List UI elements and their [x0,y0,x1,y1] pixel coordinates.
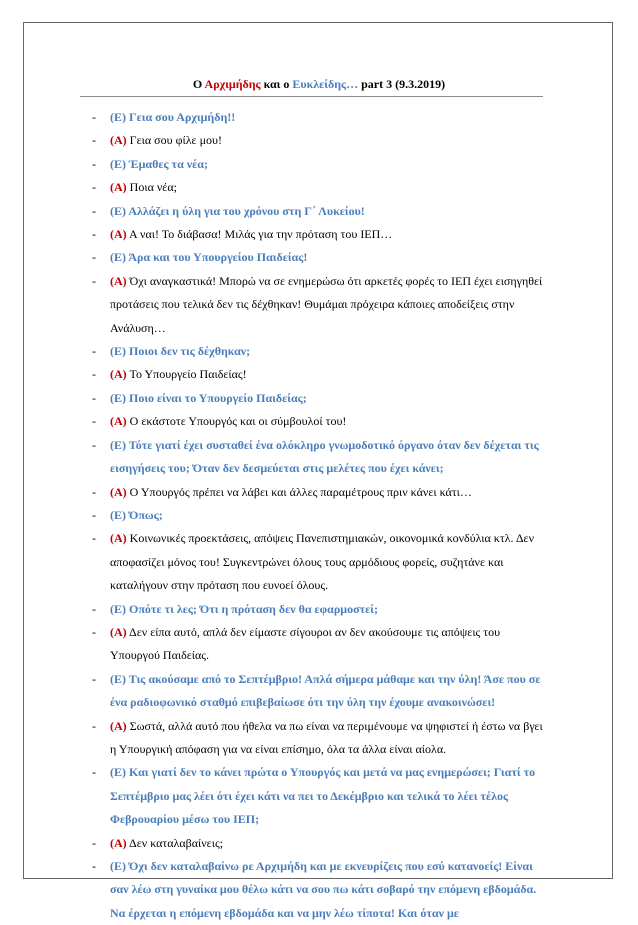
bullet-dash: - [92,180,96,195]
bullet-dash: - [92,437,96,452]
line-text: Α ναι! Το διάβασα! Μιλάς για την πρόταση του ΙΕΠ… [126,227,393,242]
dialogue-line [0,410,638,433]
line-content [110,340,546,363]
line-text: Έμαθες τα νέα; [126,156,208,171]
line-content [110,481,546,504]
dialogue-line [0,855,638,925]
speaker-tag: (Ε) [110,507,126,522]
speaker-tag: (Ε) [110,859,126,873]
bullet-dash: - [92,624,96,639]
line-content [110,200,546,223]
title-middle: και ο [260,77,293,91]
dialogue-line [0,270,638,340]
speaker-tag: (Ε) [110,671,126,686]
line-text: Οπότε τι λες; Ότι η πρόταση δεν θα εφαρμοστεί; [126,601,378,616]
bullet-dash: - [92,859,96,873]
line-text: Ποιοι δεν τις δέχθηκαν; [126,344,251,359]
line-content [110,176,546,199]
dialogue-line [0,527,638,597]
speaker-tag: (Ε) [110,110,126,124]
dialogue-line [0,363,638,386]
line-content [110,223,546,246]
title-suffix: part 3 (9.3.2019) [358,77,446,91]
speaker-tag: (Ε) [110,203,126,218]
line-text: Ο Υπουργός πρέπει να λάβει και άλλες παραμέτρους πριν κάνει κάτι… [126,484,472,499]
title-divider [80,96,543,97]
dialogue-line [0,106,638,129]
speaker-tag: (Ε) [110,390,126,405]
line-content [110,246,546,269]
bullet-dash: - [92,110,96,124]
dialogue-line [0,129,638,152]
line-text: Γεια σου Αρχιμήδη!! [126,110,236,124]
line-content [110,621,546,668]
title-archimedes: Αρχιμήδης [204,77,261,91]
bullet-dash: - [92,531,96,546]
title-euclid: Ευκλείδης… [292,77,359,91]
line-text: Το Υπουργείο Παιδείας! [126,367,247,382]
bullet-dash: - [92,344,96,359]
line-content [110,598,546,621]
dialogue-line [0,223,638,246]
line-text: Όχι αναγκαστικά! Μπορώ να σε ενημερώσω ότι αρκετές φορές το ΙΕΠ έχει εισηγηθεί προτάσεις που τελικά δεν τις δέχθηκαν! Θυμάμαι πρόχειρα κάποιες αποδείξεις στην Ανάλυση… [110,273,543,335]
document-title [0,77,638,92]
dialogue-line [0,434,638,481]
bullet-dash: - [92,156,96,171]
speaker-tag: (Α) [110,414,127,429]
dialogue-line [0,715,638,762]
speaker-tag: (Α) [110,624,127,639]
bullet-dash: - [92,765,96,780]
line-text: Και γιατί δεν το κάνει πρώτα ο Υπουργός και μετά να μας ενημερώσει; Γιατί το Σεπτέμβριο μας λέει ότι έχει κάτι να πει το Δεκέμβριο και τελικά το λέει τέλος Φεβρουαρίου μέσω του ΙΕΠ; [110,765,536,827]
line-content [110,761,546,831]
speaker-tag: (Α) [110,227,127,242]
title-prefix: Ο [192,77,205,91]
speaker-tag: (Ε) [110,437,126,452]
bullet-dash: - [92,250,96,265]
dialogue-line [0,387,638,410]
dialogue-line [0,668,638,715]
bullet-dash: - [92,484,96,499]
line-content [110,129,546,152]
line-content [110,106,546,129]
line-text: Σωστά, αλλά αυτό που ήθελα να πω είναι να περιμένουμε να ψηφιστεί ή έστω να βγει η Υπουργική απόφαση για να είναι επίσημο, όλα τα άλλα είναι αίολα. [110,718,543,756]
line-text: Αλλάζει η ύλη για του χρόνου στη Γ΄ Λυκείου! [126,203,365,218]
line-content [110,832,546,855]
speaker-tag: (Α) [110,133,127,148]
dialogue-line [0,340,638,363]
line-content [110,270,546,340]
bullet-dash: - [92,601,96,616]
bullet-dash: - [92,367,96,382]
line-text: Ο εκάστοτε Υπουργός και οι σύμβουλοί του! [126,414,347,429]
bullet-dash: - [92,414,96,429]
bullet-dash: - [92,507,96,522]
line-text: Δεν καταλαβαίνεις; [126,835,224,850]
speaker-tag: (Ε) [110,344,126,359]
bullet-dash: - [92,718,96,733]
bullet-dash: - [92,835,96,850]
line-content [110,153,546,176]
line-text: Ποια νέα; [126,180,177,195]
line-content [110,504,546,527]
speaker-tag: (Ε) [110,601,126,616]
line-content [110,668,546,715]
dialogue-line [0,621,638,668]
dialogue-line [0,481,638,504]
line-content [110,855,546,925]
line-content [110,410,546,433]
speaker-tag: (Ε) [110,156,126,171]
line-text: Γεια σου φίλε μου! [126,133,222,148]
dialogue-line [0,153,638,176]
dialogue-line [0,832,638,855]
bullet-dash: - [92,133,96,148]
speaker-tag: (Ε) [110,250,126,265]
line-content [110,434,546,481]
line-text: Τότε γιατί έχει συσταθεί ένα ολόκληρο γνωμοδοτικό όργανο όταν δεν δέχεται τις εισηγήσεις του; Όταν δεν δεσμεύεται στις μελέτες που έχει κάνει; [110,437,539,476]
line-content [110,715,546,762]
dialogue-line [0,200,638,223]
line-content [110,527,546,597]
bullet-dash: - [92,273,96,288]
dialogue-line [0,246,638,269]
line-text: Όπως; [126,507,163,522]
bullet-dash: - [92,227,96,242]
line-content [110,363,546,386]
line-text: Ποιο είναι το Υπουργείο Παιδείας; [126,390,307,405]
speaker-tag: (Α) [110,531,127,546]
dialogue-line [0,176,638,199]
line-content [110,387,546,410]
bullet-dash: - [92,671,96,686]
dialogue-line [0,761,638,831]
speaker-tag: (Α) [110,273,127,288]
bullet-dash: - [92,390,96,405]
speaker-tag: (Α) [110,180,127,195]
line-text: Τις ακούσαμε από το Σεπτέμβριο! Απλά σήμερα μάθαμε και την ύλη! Άσε που σε ένα ραδιοφωνικό σταθμό επιβεβαίωσε ότι την ύλη την έχουμε ανακοινώσει! [110,671,541,710]
speaker-tag: (Ε) [110,765,126,780]
speaker-tag: (Α) [110,835,127,850]
line-text: Άρα και του Υπουργείου Παιδείας! [126,250,308,265]
speaker-tag: (Α) [110,718,127,733]
dialogue-line [0,504,638,527]
bullet-dash: - [92,203,96,218]
line-text: Όχι δεν καταλαβαίνω ρε Αρχιμήδη και με εκνευρίζεις που εσύ κατανοείς! Είναι σαν λέω στη γυναίκα μου θέλω κάτι να σου πω κάτι σοβαρό την επόμενη εβδομάδα. Να έρχεται η επόμενη εβδομάδα και να μην λέω τίποτα! Και όταν με [110,859,537,920]
line-text: Δεν είπα αυτό, απλά δεν είμαστε σίγουροι αν δεν ακούσουμε τις απόψεις του Υπουργού Παιδείας. [110,624,501,663]
speaker-tag: (Α) [110,484,127,499]
line-text: Κοινωνικές προεκτάσεις, απόψεις Πανεπιστημιακών, οικονομικά κονδύλια κτλ. Δεν αποφασίζει μόνος του! Συγκεντρώνει όλους τους αρμόδιους φορείς, συζητάνε και καταλήγουν στην πρόταση που ευνοεί όλους. [110,531,535,593]
speaker-tag: (Α) [110,367,127,382]
dialogue [0,106,638,925]
dialogue-line [0,598,638,621]
